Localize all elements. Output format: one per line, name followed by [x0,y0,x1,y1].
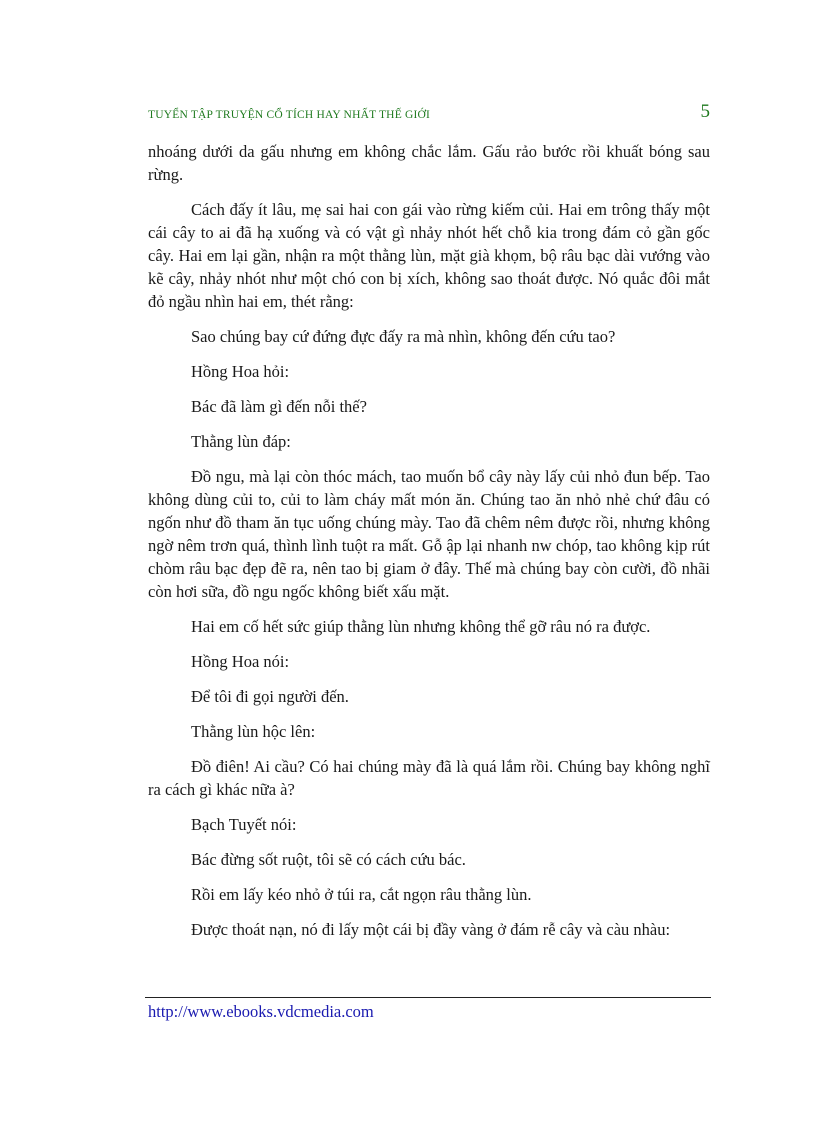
footer-url-link[interactable]: http://www.ebooks.vdcmedia.com [148,1002,374,1021]
paragraph: Cách đấy ít lâu, mẹ sai hai con gái vào rừng kiếm củi. Hai em trông thấy một cái cây to ai đã hạ xuống và có vật gì nhảy nhót hết chỗ kia trong đám cỏ gần gốc cây. Hai em lại gần, nhận ra một thằng lùn, mặt già khọm, bộ râu bạc dài vướng vào kẽ cây, nhảy nhót như một chó con bị xích, không sao thoát được. Nó quắc đôi mắt đỏ ngầu nhìn hai em, thét rằng: [148,200,710,311]
dialogue-tag: Hồng Hoa hỏi: [191,362,290,381]
dialogue-tag: Thằng lùn đáp: [191,432,291,451]
page-body [148,140,710,953]
running-header [148,100,710,130]
dialogue-line: Để tôi đi gọi người đến. [191,687,349,706]
book-title: TUYỂN TẬP TRUYỆN CỔ TÍCH HAY NHẤT THẾ GIỚI [148,109,431,121]
dialogue-line: Bác đã làm gì đến nỗi thế? [191,397,367,416]
dialogue-line: Đồ ngu, mà lại còn thóc mách, tao muốn bổ cây này lấy củi nhỏ đun bếp. Tao không dùng củi to, củi to làm cháy mất món ăn. Chúng tao ăn nhỏ nhẻ chứ đâu có ngốn như đồ tham ăn tục uống chúng mày. Tao đã chêm nêm được rồi, nhưng không ngờ nêm trơn quá, thình lình tuột ra mất. Gỗ ập lại nhanh nw chóp, tao không kịp rút chòm râu bạc đẹp đẽ ra, nên tao bị giam ở đây. Thế mà chúng bay còn cười, đồ nhãi còn hơi sữa, đồ ngu ngốc không biết xấu mặt. [148,467,710,601]
dialogue-tag: Thằng lùn hộc lên: [191,722,316,741]
paragraph: Được thoát nạn, nó đi lấy một cái bị đầy vàng ở đám rễ cây và càu nhàu: [191,920,671,939]
paragraph: Rồi em lấy kéo nhỏ ở túi ra, cắt ngọn râu thằng lùn. [191,885,532,904]
dialogue-tag: Bạch Tuyết nói: [191,815,297,834]
dialogue-tag: Hồng Hoa nói: [191,652,290,671]
dialogue-line: Bác đừng sốt ruột, tôi sẽ có cách cứu bác. [191,850,466,869]
page-number: 5 [700,101,710,122]
footer-divider [145,997,711,998]
dialogue-line: Đồ điên! Ai cầu? Có hai chúng mày đã là quá lắm rồi. Chúng bay không nghĩ ra cách gì khác nữa à? [148,757,710,799]
paragraph: nhoáng dưới da gấu nhưng em không chắc lắm. Gấu rảo bước rồi khuất bóng sau rừng. [148,142,710,184]
paragraph: Hai em cố hết sức giúp thằng lùn nhưng không thể gỡ râu nó ra được. [191,617,651,636]
dialogue-line: Sao chúng bay cứ đứng đực đấy ra mà nhìn, không đến cứu tao? [191,327,616,346]
